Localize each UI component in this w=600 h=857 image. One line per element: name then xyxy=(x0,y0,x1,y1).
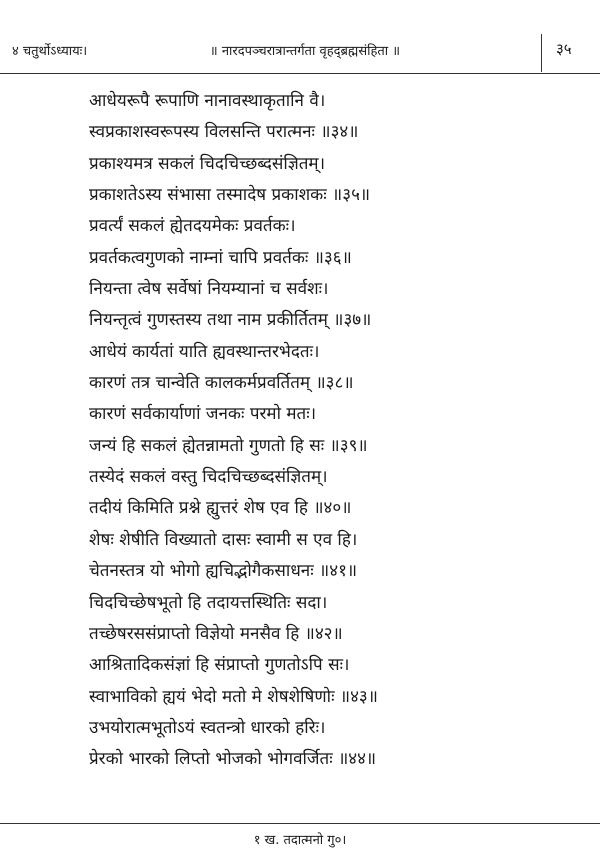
verse-block xyxy=(89,86,589,776)
header-rule xyxy=(0,73,600,74)
verse-line: आश्रितादिकसंज्ञां हि संप्राप्तो गुणतोऽपि सः। xyxy=(89,655,350,676)
footnote: १ ख. तदात्मनो गु०। xyxy=(253,833,347,848)
verse-line: आधेयरूपै रूपाणि नानावस्थाकृतानि वै। xyxy=(89,91,326,111)
verse-line: उभयोरात्मभूतोऽयं स्वतन्त्रो धारको हरिः। xyxy=(89,717,326,738)
verse-line: नियन्ता त्वेष सर्वेषां नियम्यानां च सर्वशः। xyxy=(89,279,329,300)
header-divider-vertical xyxy=(541,34,542,72)
page-number: ३५ xyxy=(556,40,572,58)
verse-line: प्रकाश्यमत्र सकलं चिदचिच्छब्दसंज्ञितम्। xyxy=(89,153,326,174)
verse-line: स्वप्रकाशस्वरूपस्य विलसन्ति परात्मनः ॥३४॥ xyxy=(89,122,359,143)
verse-line: प्रवर्त्यं सकलं ह्येतदयमेकः प्रवर्तकः। xyxy=(89,216,296,237)
verse-line: प्रवर्तकत्वगुणको नाम्नां चापि प्रवर्तकः ॥३६॥ xyxy=(89,247,352,268)
verse-line: प्रकाशतेऽस्य संभासा तस्मादेष प्रकाशकः ॥३५॥ xyxy=(89,185,371,206)
footnote-rule xyxy=(0,823,600,824)
verse-line: शेषः शेषीति विख्यातो दासः स्वामी स एव हि। xyxy=(89,529,358,550)
verse-line: कारणं सर्वकार्याणां जनकः परमो मतः। xyxy=(89,404,317,425)
verse-line: आधेयं कार्यतां याति ह्यवस्थान्तरभेदतः। xyxy=(89,341,320,362)
verse-line: तदीयं किमिति प्रश्ने ह्युत्तरं शेष एव हि ॥४०॥ xyxy=(89,498,352,519)
verse-line: स्वाभाविको ह्ययं भेदो मतो मे शेषशेषिणोः ॥४३॥ xyxy=(89,686,378,707)
verse-line: चेतनस्तत्र यो भोगो ह्यचिद्भोगैकसाधनः ॥४१॥ xyxy=(89,561,358,582)
verse-line: तच्छेषरससंप्राप्तो विज्ञेयो मनसैव हि ॥४२॥ xyxy=(89,623,343,644)
verse-line: कारणं तत्र चान्वेति कालकर्मप्रवर्तितम् ॥३८॥ xyxy=(89,373,354,394)
verse-line: नियन्तृत्वं गुणस्तस्य तथा नाम प्रकीर्तितम् ॥३७॥ xyxy=(89,310,372,331)
verse-line: चिदचिच्छेषभूतो हि तदायत्तस्थितिः सदा। xyxy=(89,592,328,613)
chapter-header: ४ चतुर्थोऽध्यायः। xyxy=(12,44,88,59)
verse-line: जन्यं हि सकलं ह्येतन्नामतो गुणतो हि सः ॥३९॥ xyxy=(89,435,368,456)
verse-line: तस्येदं सकलं वस्तु चिदचिच्छब्दसंज्ञितम्। xyxy=(89,467,328,488)
verse-line: प्रेरको भारको लिप्तो भोजको भोगवर्जितः ॥४४॥ xyxy=(89,749,377,770)
running-title: ॥ नारदपञ्चरात्रान्तर्गता वृहद्ब्रह्मसंहिता ॥ xyxy=(209,44,401,59)
